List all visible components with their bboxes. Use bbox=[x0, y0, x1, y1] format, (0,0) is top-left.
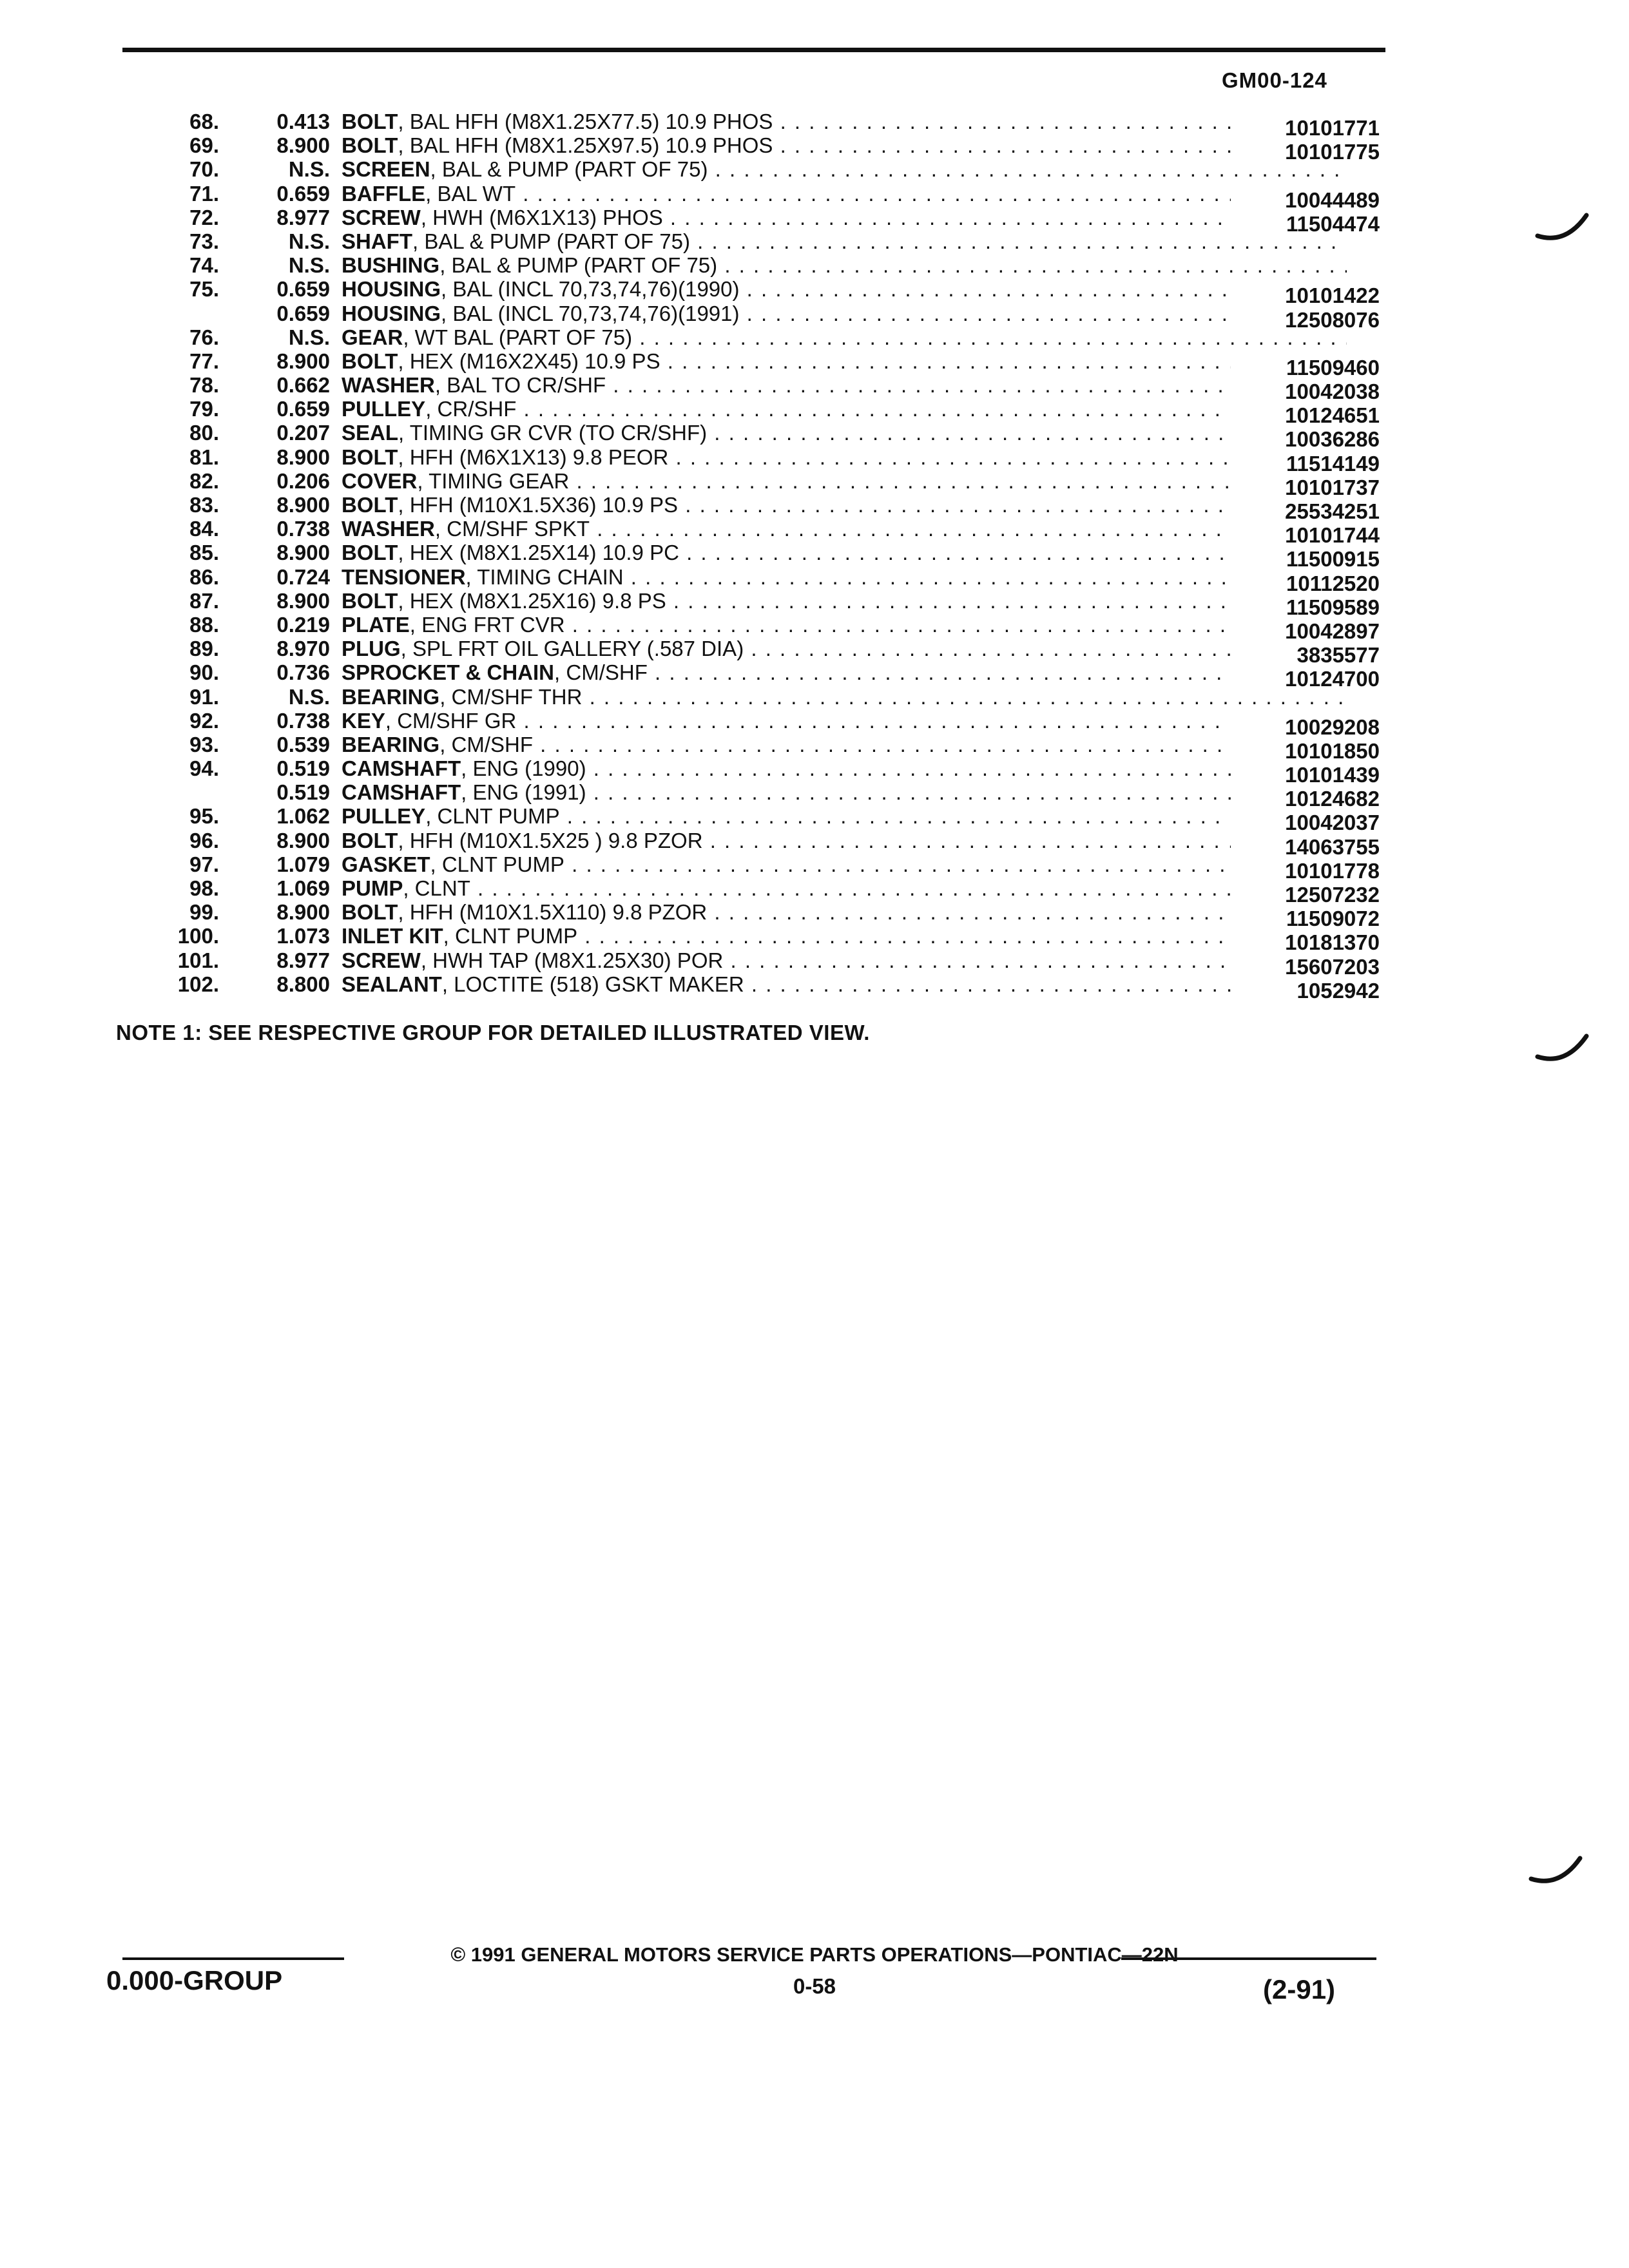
part-detail: , CM/SHF bbox=[439, 732, 534, 756]
part-description bbox=[342, 613, 1347, 637]
parts-row bbox=[116, 732, 1380, 763]
part-name: KEY bbox=[342, 708, 385, 733]
parts-row bbox=[116, 852, 1380, 883]
parts-row bbox=[116, 445, 1380, 476]
part-detail: , TIMING GEAR bbox=[417, 468, 570, 493]
part-description bbox=[342, 469, 1347, 494]
part-number: 10029208 bbox=[1231, 715, 1380, 740]
part-detail: , CM/SHF THR bbox=[439, 684, 583, 709]
part-description bbox=[342, 277, 1347, 302]
part-name: HOUSING bbox=[342, 277, 441, 302]
parts-row bbox=[116, 924, 1380, 955]
part-name: GASKET bbox=[342, 852, 430, 876]
part-number: 11500915 bbox=[1231, 547, 1380, 572]
group-number: 0.659 bbox=[276, 301, 330, 325]
item-number: 92. bbox=[189, 708, 219, 733]
part-description bbox=[342, 660, 1347, 685]
parts-row bbox=[116, 277, 1380, 308]
part-description bbox=[342, 637, 1347, 661]
parts-row bbox=[116, 876, 1380, 907]
part-description bbox=[342, 756, 1347, 781]
group-number: 0.207 bbox=[276, 421, 330, 445]
part-name: WASHER bbox=[342, 517, 435, 541]
part-number: 10101850 bbox=[1231, 739, 1380, 764]
parts-row bbox=[116, 685, 1379, 709]
group-number: 1.073 bbox=[276, 924, 330, 948]
item-number: 69. bbox=[189, 133, 219, 158]
item-number: 70. bbox=[189, 157, 219, 182]
part-number: 10042038 bbox=[1231, 380, 1380, 404]
part-name: BOLT bbox=[342, 828, 398, 852]
part-name: BOLT bbox=[342, 110, 398, 133]
part-detail: , BAL (INCL 70,73,74,76)(1991) bbox=[441, 301, 740, 325]
part-detail: , BAL TO CR/SHF bbox=[434, 373, 606, 398]
group-number: 0.519 bbox=[276, 780, 330, 805]
group-number: 0.659 bbox=[276, 277, 330, 302]
part-number: 11509460 bbox=[1231, 356, 1380, 380]
part-number: 11514149 bbox=[1231, 452, 1380, 476]
item-number: 85. bbox=[189, 541, 219, 565]
group-number: 0.659 bbox=[276, 181, 330, 206]
parts-row bbox=[116, 301, 1380, 332]
part-name: PULLEY bbox=[342, 804, 426, 829]
part-detail: , LOCTITE (518) GSKT MAKER bbox=[441, 972, 744, 996]
part-number: 10181370 bbox=[1231, 930, 1380, 955]
part-description bbox=[342, 589, 1347, 613]
parts-row bbox=[116, 756, 1380, 787]
item-number: 77. bbox=[189, 349, 219, 373]
group-number: 0.206 bbox=[276, 468, 330, 493]
part-name: SPROCKET & CHAIN bbox=[342, 660, 555, 685]
part-description bbox=[342, 733, 1347, 757]
binder-hole-mark-icon bbox=[1534, 1026, 1592, 1071]
part-number: 25534251 bbox=[1231, 499, 1380, 524]
parts-row bbox=[116, 133, 1380, 164]
footnote: NOTE 1: SEE RESPECTIVE GROUP FOR DETAILED ILLUSTRATED VIEW. bbox=[116, 1021, 870, 1044]
part-name: SHAFT bbox=[342, 229, 412, 253]
part-detail: , CLNT bbox=[403, 876, 470, 900]
part-name: INLET KIT bbox=[342, 924, 443, 948]
parts-row bbox=[116, 421, 1380, 452]
part-detail: , WT BAL (PART OF 75) bbox=[403, 325, 633, 349]
part-number: 12508076 bbox=[1231, 308, 1380, 332]
part-detail: , HEX (M8X1.25X16) 9.8 PS bbox=[398, 588, 666, 613]
footer-group-label: 0.000-GROUP bbox=[106, 1965, 283, 1995]
group-number: 8.800 bbox=[276, 972, 330, 996]
item-number: 95. bbox=[189, 804, 219, 829]
item-number: 96. bbox=[189, 828, 219, 852]
part-name: BUSHING bbox=[342, 253, 440, 278]
item-number: 72. bbox=[189, 205, 219, 229]
group-number: N.S. bbox=[288, 684, 330, 709]
item-number: 80. bbox=[189, 421, 219, 445]
parts-row bbox=[116, 612, 1380, 643]
part-description bbox=[342, 852, 1347, 877]
part-number: 10124651 bbox=[1231, 403, 1380, 428]
part-number: 1052942 bbox=[1231, 979, 1380, 1003]
part-detail: , BAL & PUMP (PART OF 75) bbox=[430, 157, 708, 182]
part-detail: , CLNT PUMP bbox=[430, 852, 564, 876]
part-number: 10044489 bbox=[1231, 188, 1380, 213]
parts-row bbox=[116, 900, 1380, 931]
part-name: GEAR bbox=[342, 325, 403, 349]
part-description bbox=[342, 397, 1347, 421]
group-number: 1.069 bbox=[276, 876, 330, 900]
part-name: HOUSING bbox=[342, 301, 441, 325]
part-detail: , CM/SHF bbox=[554, 660, 648, 685]
part-detail: , SPL FRT OIL GALLERY (.587 DIA) bbox=[400, 637, 744, 661]
part-description bbox=[342, 421, 1347, 445]
parts-row bbox=[116, 780, 1380, 811]
part-number: 10101422 bbox=[1231, 284, 1380, 308]
group-number: 0.724 bbox=[276, 564, 330, 589]
item-number: 73. bbox=[189, 229, 219, 253]
part-description bbox=[342, 876, 1347, 901]
part-name: BOLT bbox=[342, 493, 398, 517]
group-number: 8.900 bbox=[276, 900, 330, 925]
group-number: 8.900 bbox=[276, 133, 330, 158]
item-number: 90. bbox=[189, 660, 219, 685]
item-number: 93. bbox=[189, 732, 219, 756]
part-description bbox=[342, 302, 1347, 326]
parts-row bbox=[116, 972, 1380, 1003]
part-detail: , BAL HFH (M8X1.25X77.5) 10.9 PHOS bbox=[398, 110, 773, 133]
part-detail: , BAL WT bbox=[425, 181, 516, 206]
part-detail: , CM/SHF GR bbox=[385, 708, 517, 733]
part-description bbox=[342, 709, 1347, 733]
parts-row bbox=[116, 349, 1380, 380]
part-name: PULLEY bbox=[342, 397, 426, 421]
item-number: 87. bbox=[189, 588, 219, 613]
group-number: 0.659 bbox=[276, 397, 330, 421]
part-name: CAMSHAFT bbox=[342, 756, 461, 781]
part-name: WASHER bbox=[342, 373, 435, 398]
part-description bbox=[342, 206, 1347, 230]
item-number: 76. bbox=[189, 325, 219, 349]
part-detail: , CLNT PUMP bbox=[443, 924, 578, 948]
item-number: 86. bbox=[189, 564, 219, 589]
part-description bbox=[342, 900, 1347, 925]
item-number: 97. bbox=[189, 852, 219, 876]
part-name: BOLT bbox=[342, 349, 398, 373]
part-detail: , HWH TAP (M8X1.25X30) POR bbox=[420, 948, 724, 972]
part-detail: , ENG (1990) bbox=[461, 756, 586, 781]
part-number: 12507232 bbox=[1231, 883, 1380, 907]
part-number: 15607203 bbox=[1231, 955, 1380, 979]
part-number: 11504474 bbox=[1231, 212, 1380, 236]
parts-row bbox=[116, 493, 1380, 523]
group-number: N.S. bbox=[288, 157, 330, 182]
group-number: 0.219 bbox=[276, 612, 330, 637]
part-number: 10101737 bbox=[1231, 476, 1380, 500]
item-number: 99. bbox=[189, 900, 219, 925]
part-name: PLUG bbox=[342, 637, 401, 661]
part-description bbox=[342, 349, 1347, 374]
part-description bbox=[342, 157, 1347, 182]
item-number: 68. bbox=[189, 110, 219, 133]
part-name: BOLT bbox=[342, 445, 398, 469]
item-number: 74. bbox=[189, 253, 219, 278]
parts-row bbox=[116, 804, 1380, 835]
group-number: N.S. bbox=[288, 325, 330, 349]
part-name: PUMP bbox=[342, 876, 403, 900]
part-description bbox=[342, 517, 1347, 541]
item-number: 75. bbox=[189, 277, 219, 302]
part-detail: , BAL & PUMP (PART OF 75) bbox=[412, 229, 690, 253]
parts-row bbox=[116, 157, 1379, 181]
item-number: 79. bbox=[189, 397, 219, 421]
part-description bbox=[342, 110, 1347, 134]
group-number: 0.413 bbox=[276, 110, 330, 133]
part-description bbox=[342, 133, 1347, 158]
part-detail: , ENG (1991) bbox=[461, 780, 586, 805]
group-number: 8.900 bbox=[276, 828, 330, 852]
group-number: 8.900 bbox=[276, 349, 330, 373]
parts-row bbox=[116, 948, 1380, 979]
item-number: 81. bbox=[189, 445, 219, 469]
part-detail: , CM/SHF SPKT bbox=[434, 517, 590, 541]
group-number: 8.900 bbox=[276, 588, 330, 613]
part-name: BOLT bbox=[342, 541, 398, 565]
group-number: 8.977 bbox=[276, 205, 330, 229]
top-rule bbox=[122, 48, 1385, 52]
part-name: BOLT bbox=[342, 900, 398, 925]
group-number: 1.062 bbox=[276, 804, 330, 829]
group-number: 0.519 bbox=[276, 756, 330, 781]
group-number: 1.079 bbox=[276, 852, 330, 876]
parts-list bbox=[116, 110, 1380, 1003]
copyright-line: © 1991 GENERAL MOTORS SERVICE PARTS OPERATIONS—PONTIAC—22N bbox=[450, 1943, 1179, 1966]
part-name: PLATE bbox=[342, 612, 410, 637]
part-number: 10124682 bbox=[1231, 787, 1380, 811]
part-name: COVER bbox=[342, 468, 418, 493]
parts-row bbox=[116, 325, 1379, 349]
page-number: 0-58 bbox=[793, 1974, 836, 1998]
group-number: 8.900 bbox=[276, 445, 330, 469]
part-name: SEAL bbox=[342, 421, 399, 445]
part-detail: , HEX (M16X2X45) 10.9 PS bbox=[398, 349, 660, 373]
group-number: 0.539 bbox=[276, 732, 330, 756]
part-number: 10112520 bbox=[1231, 572, 1380, 596]
parts-row bbox=[116, 397, 1380, 428]
part-description bbox=[342, 445, 1347, 470]
group-number: 0.662 bbox=[276, 373, 330, 398]
parts-row bbox=[116, 468, 1380, 499]
item-number: 94. bbox=[189, 756, 219, 781]
part-detail: , HFH (M6X1X13) 9.8 PEOR bbox=[398, 445, 669, 469]
item-number: 88. bbox=[189, 612, 219, 637]
parts-row bbox=[116, 517, 1380, 548]
group-number: 8.900 bbox=[276, 541, 330, 565]
part-description bbox=[342, 253, 1347, 278]
part-detail: , HFH (M10X1.5X110) 9.8 PZOR bbox=[398, 900, 708, 925]
group-number: 8.977 bbox=[276, 948, 330, 972]
parts-row bbox=[116, 205, 1380, 236]
part-number: 11509589 bbox=[1231, 595, 1380, 620]
part-name: BEARING bbox=[342, 684, 440, 709]
parts-row bbox=[116, 637, 1380, 668]
part-number: 10036286 bbox=[1231, 427, 1380, 452]
item-number: 84. bbox=[189, 517, 219, 541]
part-detail: , HFH (M10X1.5X36) 10.9 PS bbox=[398, 493, 679, 517]
part-number: 10101771 bbox=[1231, 116, 1380, 140]
part-number: 3835577 bbox=[1231, 643, 1380, 668]
part-description bbox=[342, 229, 1347, 254]
part-description bbox=[342, 373, 1347, 398]
parts-row bbox=[116, 181, 1380, 212]
group-number: 8.970 bbox=[276, 637, 330, 661]
part-detail: , CLNT PUMP bbox=[425, 804, 560, 829]
part-number: 10042897 bbox=[1231, 619, 1380, 644]
part-name: SEALANT bbox=[342, 972, 442, 996]
part-description bbox=[342, 565, 1347, 590]
parts-row bbox=[116, 564, 1380, 595]
item-number: 98. bbox=[189, 876, 219, 900]
group-number: N.S. bbox=[288, 229, 330, 253]
group-number: 0.738 bbox=[276, 517, 330, 541]
part-description bbox=[342, 325, 1347, 350]
part-description bbox=[342, 829, 1347, 853]
item-number: 78. bbox=[189, 373, 219, 398]
part-description bbox=[342, 182, 1347, 206]
parts-row bbox=[116, 373, 1380, 404]
parts-row bbox=[116, 708, 1380, 739]
revision-date: (2-91) bbox=[1263, 1974, 1336, 2004]
part-number: 10101744 bbox=[1231, 523, 1380, 548]
part-number: 10101778 bbox=[1231, 859, 1380, 883]
part-number: 10101439 bbox=[1231, 763, 1380, 787]
parts-row bbox=[116, 110, 1380, 140]
part-detail: , HEX (M8X1.25X14) 10.9 PC bbox=[398, 541, 679, 565]
part-description bbox=[342, 780, 1347, 805]
part-name: SCREEN bbox=[342, 157, 430, 182]
parts-row bbox=[116, 253, 1379, 277]
part-name: CAMSHAFT bbox=[342, 780, 461, 805]
part-description bbox=[342, 493, 1347, 517]
parts-row bbox=[116, 229, 1379, 253]
part-detail: , BAL & PUMP (PART OF 75) bbox=[439, 253, 718, 278]
document-code: GM00-124 bbox=[1222, 68, 1327, 92]
item-number: 89. bbox=[189, 637, 219, 661]
part-detail: , ENG FRT CVR bbox=[409, 612, 565, 637]
part-detail: , TIMING CHAIN bbox=[465, 564, 624, 589]
part-detail: , HFH (M10X1.5X25 ) 9.8 PZOR bbox=[398, 828, 703, 852]
item-number: 102. bbox=[177, 972, 219, 996]
item-number: 71. bbox=[189, 181, 219, 206]
group-number: 0.738 bbox=[276, 708, 330, 733]
parts-row bbox=[116, 541, 1380, 572]
part-number: 10042037 bbox=[1231, 811, 1380, 835]
part-description bbox=[342, 804, 1347, 829]
part-name: BAFFLE bbox=[342, 181, 426, 206]
part-detail: , CR/SHF bbox=[425, 397, 517, 421]
part-description bbox=[342, 924, 1347, 948]
part-number: 10101775 bbox=[1231, 140, 1380, 164]
part-number: 10124700 bbox=[1231, 667, 1380, 691]
group-number: 0.736 bbox=[276, 660, 330, 685]
part-detail: , BAL (INCL 70,73,74,76)(1990) bbox=[441, 277, 740, 302]
parts-row bbox=[116, 828, 1380, 859]
part-name: BEARING bbox=[342, 732, 440, 756]
part-detail: , BAL HFH (M8X1.25X97.5) 10.9 PHOS bbox=[398, 133, 773, 158]
parts-row bbox=[116, 660, 1380, 691]
part-description bbox=[342, 972, 1347, 997]
part-name: SCREW bbox=[342, 205, 421, 229]
part-name: TENSIONER bbox=[342, 564, 466, 589]
part-detail: , TIMING GR CVR (TO CR/SHF) bbox=[398, 421, 708, 445]
item-number: 82. bbox=[189, 468, 219, 493]
part-name: BOLT bbox=[342, 133, 398, 158]
part-name: BOLT bbox=[342, 588, 398, 613]
binder-hole-mark-icon bbox=[1527, 1848, 1585, 1893]
part-number: 14063755 bbox=[1231, 835, 1380, 860]
group-number: N.S. bbox=[288, 253, 330, 278]
part-description bbox=[342, 948, 1347, 973]
item-number: 91. bbox=[189, 684, 219, 709]
item-number: 100. bbox=[177, 924, 219, 948]
part-description bbox=[342, 685, 1347, 709]
part-detail: , HWH (M6X1X13) PHOS bbox=[420, 205, 663, 229]
item-number: 101. bbox=[177, 948, 219, 972]
part-number: 11509072 bbox=[1231, 907, 1380, 931]
part-name: SCREW bbox=[342, 948, 421, 972]
group-number: 8.900 bbox=[276, 493, 330, 517]
binder-hole-mark-icon bbox=[1534, 205, 1592, 250]
parts-row bbox=[116, 588, 1380, 619]
part-description bbox=[342, 541, 1347, 565]
item-number: 83. bbox=[189, 493, 219, 517]
